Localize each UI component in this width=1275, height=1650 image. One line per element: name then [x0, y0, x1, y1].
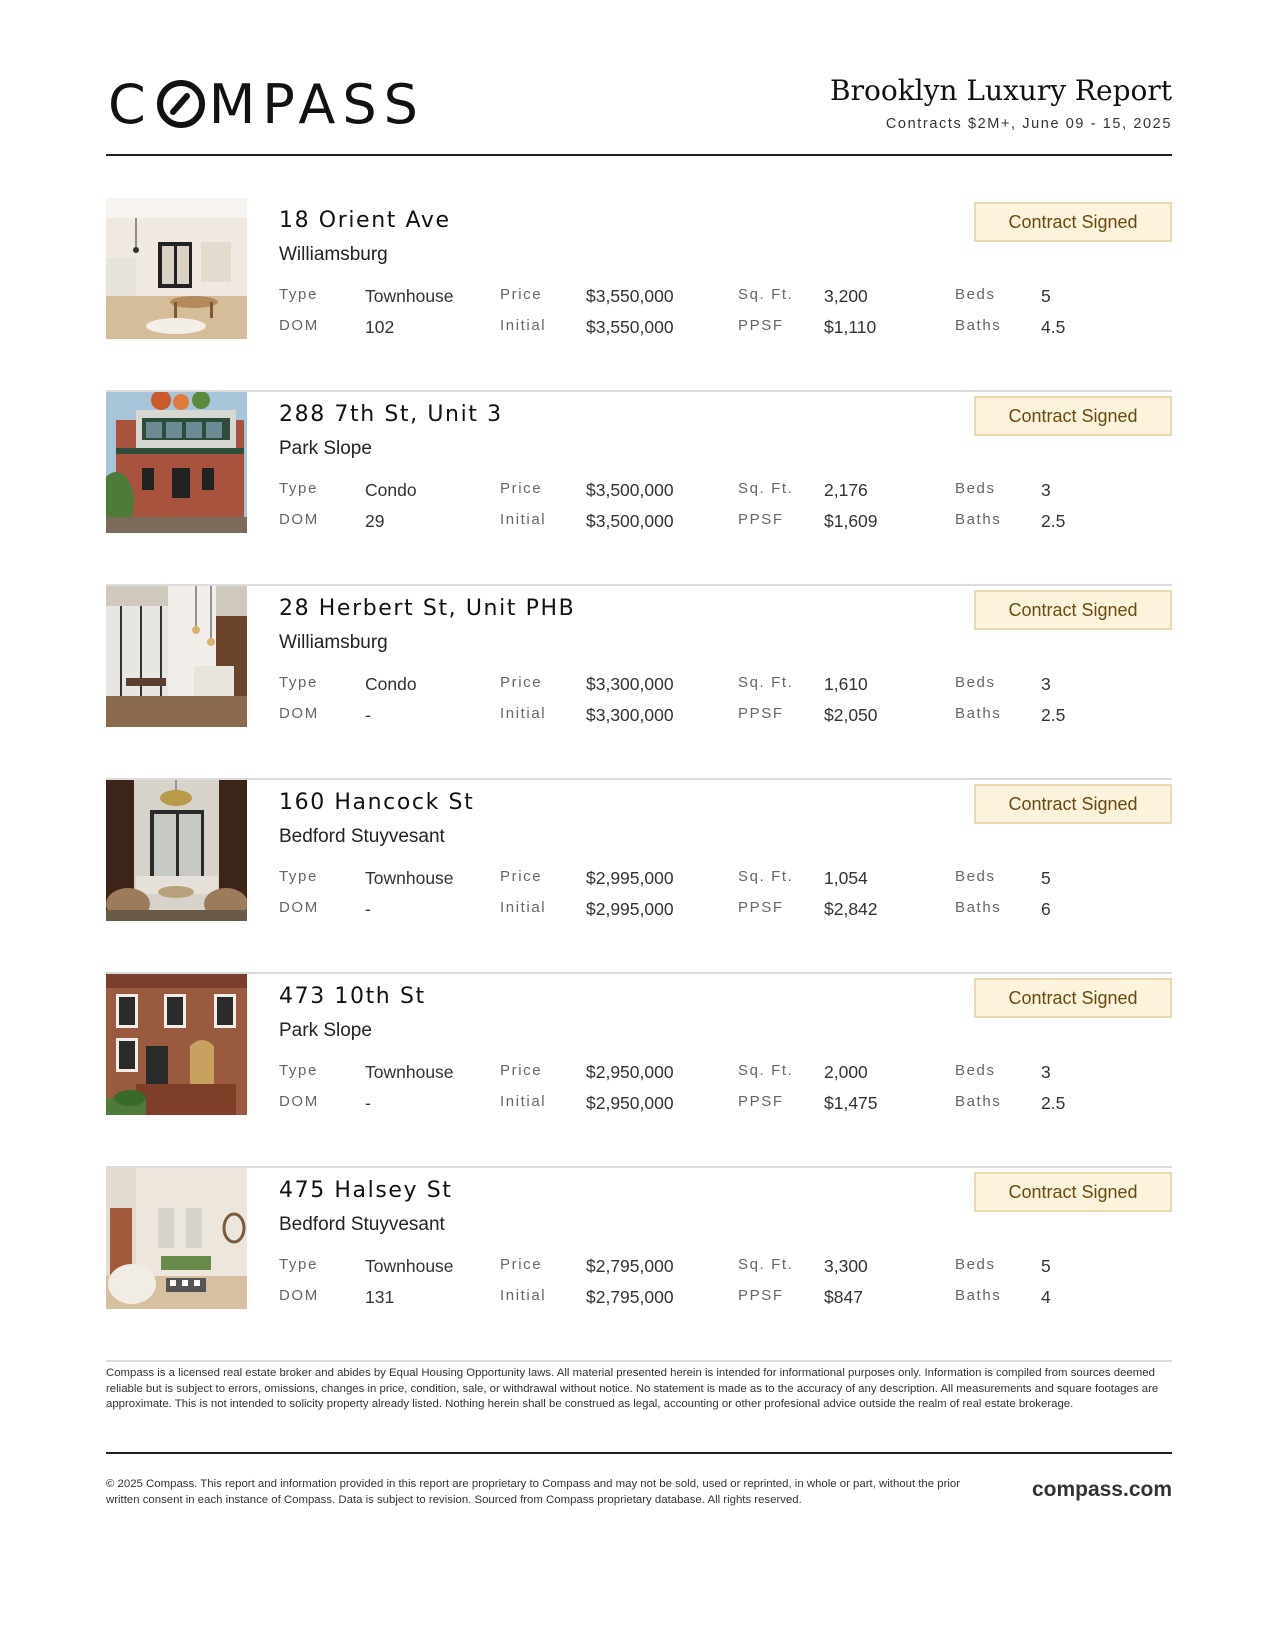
initial-value: $3,550,000: [586, 317, 674, 337]
listing-address[interactable]: 475 Halsey St: [279, 1178, 453, 1203]
sqft-label: Sq. Ft.: [738, 286, 794, 303]
status-badge: Contract Signed: [974, 202, 1172, 242]
dom-value: 29: [365, 511, 385, 531]
beds-label: Beds: [955, 1062, 996, 1079]
price-value: $3,300,000: [586, 674, 674, 694]
listing-neighborhood: Bedford Stuyvesant: [279, 1214, 445, 1235]
logo-o-mark: [155, 78, 207, 130]
listing-address[interactable]: 28 Herbert St, Unit PHB: [279, 596, 576, 621]
listing-neighborhood: Williamsburg: [279, 632, 388, 653]
initial-value: $2,995,000: [586, 899, 674, 919]
beds-label: Beds: [955, 868, 996, 885]
listing-address[interactable]: 160 Hancock St: [279, 790, 475, 815]
beds-label: Beds: [955, 480, 996, 497]
status-badge: Contract Signed: [974, 590, 1172, 630]
listing-photo-image: [106, 1168, 247, 1309]
header-divider: [106, 154, 1172, 156]
ppsf-value: $1,475: [824, 1093, 878, 1113]
listing-row[interactable]: [106, 974, 1172, 1168]
initial-value: $2,950,000: [586, 1093, 674, 1113]
type-value: Condo: [365, 480, 417, 500]
beds-label: Beds: [955, 1256, 996, 1273]
beds-label: Beds: [955, 674, 996, 691]
beds-label: Beds: [955, 286, 996, 303]
price-label: Price: [500, 286, 543, 303]
initial-label: Initial: [500, 511, 547, 528]
dom-label: DOM: [279, 511, 319, 528]
beds-value: 5: [1041, 1256, 1051, 1276]
baths-label: Baths: [955, 899, 1002, 916]
type-value: Townhouse: [365, 286, 454, 306]
website-link[interactable]: compass.com: [1031, 1478, 1172, 1501]
logo-letter-c: C: [108, 72, 153, 136]
dom-label: DOM: [279, 1093, 319, 1110]
listing-photo-image: [106, 392, 247, 533]
type-label: Type: [279, 1062, 318, 1079]
type-label: Type: [279, 674, 318, 691]
ppsf-label: PPSF: [738, 705, 784, 722]
listing-row[interactable]: [106, 392, 1172, 586]
type-value: Condo: [365, 674, 417, 694]
dom-label: DOM: [279, 1287, 319, 1304]
footer-divider: [106, 1452, 1172, 1454]
ppsf-value: $2,842: [824, 899, 878, 919]
sqft-value: 2,176: [824, 480, 868, 500]
listing-photo-image: [106, 974, 247, 1115]
beds-value: 3: [1041, 1062, 1051, 1082]
listing-address[interactable]: 288 7th St, Unit 3: [279, 402, 503, 427]
type-label: Type: [279, 286, 318, 303]
listing-photo[interactable]: [106, 586, 247, 727]
baths-value: 2.5: [1041, 1093, 1066, 1113]
dom-label: DOM: [279, 899, 319, 916]
ppsf-label: PPSF: [738, 899, 784, 916]
dom-value: 102: [365, 317, 395, 337]
status-badge: Contract Signed: [974, 978, 1172, 1018]
price-label: Price: [500, 674, 543, 691]
type-label: Type: [279, 480, 318, 497]
status-badge: Contract Signed: [974, 1172, 1172, 1212]
price-value: $2,950,000: [586, 1062, 674, 1082]
type-value: Townhouse: [365, 868, 454, 888]
price-label: Price: [500, 1062, 543, 1079]
listing-photo-image: [106, 780, 247, 921]
compass-logo[interactable]: [108, 74, 425, 134]
sqft-label: Sq. Ft.: [738, 1062, 794, 1079]
type-label: Type: [279, 868, 318, 885]
logo-letters-mpass: MPASS: [208, 72, 425, 136]
listing-photo[interactable]: [106, 1168, 247, 1309]
baths-label: Baths: [955, 705, 1002, 722]
listing-address[interactable]: 473 10th St: [279, 984, 426, 1009]
listing-photo[interactable]: [106, 780, 247, 921]
dom-value: 131: [365, 1287, 395, 1307]
type-label: Type: [279, 1256, 318, 1273]
listing-photo[interactable]: [106, 198, 247, 339]
listing-row[interactable]: [106, 198, 1172, 392]
baths-value: 4.5: [1041, 317, 1066, 337]
baths-value: 2.5: [1041, 705, 1066, 725]
ppsf-label: PPSF: [738, 317, 784, 334]
listing-address[interactable]: 18 Orient Ave: [279, 208, 451, 233]
ppsf-value: $1,609: [824, 511, 878, 531]
price-label: Price: [500, 1256, 543, 1273]
price-label: Price: [500, 480, 543, 497]
ppsf-label: PPSF: [738, 511, 784, 528]
initial-label: Initial: [500, 1093, 547, 1110]
baths-label: Baths: [955, 317, 1002, 334]
listing-neighborhood: Williamsburg: [279, 244, 388, 265]
listing-row[interactable]: [106, 780, 1172, 974]
listing-neighborhood: Bedford Stuyvesant: [279, 826, 445, 847]
disclaimer-text: Compass is a licensed real estate broker and abides by Equal Housing Opportunity laws. All material presented herein is intended for informational purposes only. Information is compiled from sources deemed reliable but is subject to errors, omissions, changes in price, condition, sale, or withdrawal without notice. No statement is made as to the accuracy of any description. All measurements and square footages are approximate. This is not intended to solicity property already listed. Nothing herein shall be construed as legal, accounting or other profesional advice outside the realm of real estate brokerage.: [106, 1367, 1159, 1410]
baths-label: Baths: [955, 511, 1002, 528]
beds-value: 3: [1041, 674, 1051, 694]
dom-value: -: [365, 705, 371, 725]
sqft-label: Sq. Ft.: [738, 480, 794, 497]
listing-row[interactable]: [106, 1168, 1172, 1362]
listing-neighborhood: Park Slope: [279, 438, 372, 459]
baths-value: 4: [1041, 1287, 1051, 1307]
sqft-label: Sq. Ft.: [738, 1256, 794, 1273]
copyright-text: © 2025 Compass. This report and information provided in this report are proprietary to Compass and may not be sold, used or reprinted, in whole or part, without the prior written consent in each instance of Compass. Data is subject to revision. Sourced from Compass proprietary database. All rights reserved.: [106, 1478, 961, 1506]
dom-label: DOM: [279, 705, 319, 722]
baths-value: 2.5: [1041, 511, 1066, 531]
sqft-value: 2,000: [824, 1062, 868, 1082]
type-value: Townhouse: [365, 1062, 454, 1082]
status-badge: Contract Signed: [974, 396, 1172, 436]
listing-photo[interactable]: [106, 392, 247, 533]
sqft-value: 3,200: [824, 286, 868, 306]
listing-neighborhood: Park Slope: [279, 1020, 372, 1041]
listing-photo-image: [106, 198, 247, 339]
price-value: $2,995,000: [586, 868, 674, 888]
ppsf-label: PPSF: [738, 1287, 784, 1304]
beds-value: 5: [1041, 286, 1051, 306]
report-title: Brooklyn Luxury Report: [830, 74, 1172, 107]
price-label: Price: [500, 868, 543, 885]
type-value: Townhouse: [365, 1256, 454, 1276]
listing-photo[interactable]: [106, 974, 247, 1115]
price-value: $3,500,000: [586, 480, 674, 500]
sqft-value: 3,300: [824, 1256, 868, 1276]
initial-label: Initial: [500, 899, 547, 916]
baths-label: Baths: [955, 1093, 1002, 1110]
beds-value: 5: [1041, 868, 1051, 888]
price-value: $3,550,000: [586, 286, 674, 306]
initial-label: Initial: [500, 1287, 547, 1304]
baths-label: Baths: [955, 1287, 1002, 1304]
initial-label: Initial: [500, 317, 547, 334]
sqft-label: Sq. Ft.: [738, 674, 794, 691]
initial-value: $2,795,000: [586, 1287, 674, 1307]
dom-value: -: [365, 1093, 371, 1113]
sqft-label: Sq. Ft.: [738, 868, 794, 885]
listing-divider: [106, 1360, 1172, 1362]
ppsf-value: $1,110: [824, 317, 877, 337]
sqft-value: 1,610: [824, 674, 868, 694]
initial-value: $3,300,000: [586, 705, 674, 725]
report-header: [106, 60, 1172, 156]
ppsf-value: $847: [824, 1287, 863, 1307]
listing-photo-image: [106, 586, 247, 727]
initial-label: Initial: [500, 705, 547, 722]
initial-value: $3,500,000: [586, 511, 674, 531]
listing-row[interactable]: [106, 586, 1172, 780]
dom-value: -: [365, 899, 371, 919]
price-value: $2,795,000: [586, 1256, 674, 1276]
ppsf-value: $2,050: [824, 705, 878, 725]
ppsf-label: PPSF: [738, 1093, 784, 1110]
sqft-value: 1,054: [824, 868, 868, 888]
beds-value: 3: [1041, 480, 1051, 500]
baths-value: 6: [1041, 899, 1051, 919]
status-badge: Contract Signed: [974, 784, 1172, 824]
report-subtitle: Contracts $2M+, June 09 - 15, 2025: [885, 116, 1172, 132]
dom-label: DOM: [279, 317, 319, 334]
